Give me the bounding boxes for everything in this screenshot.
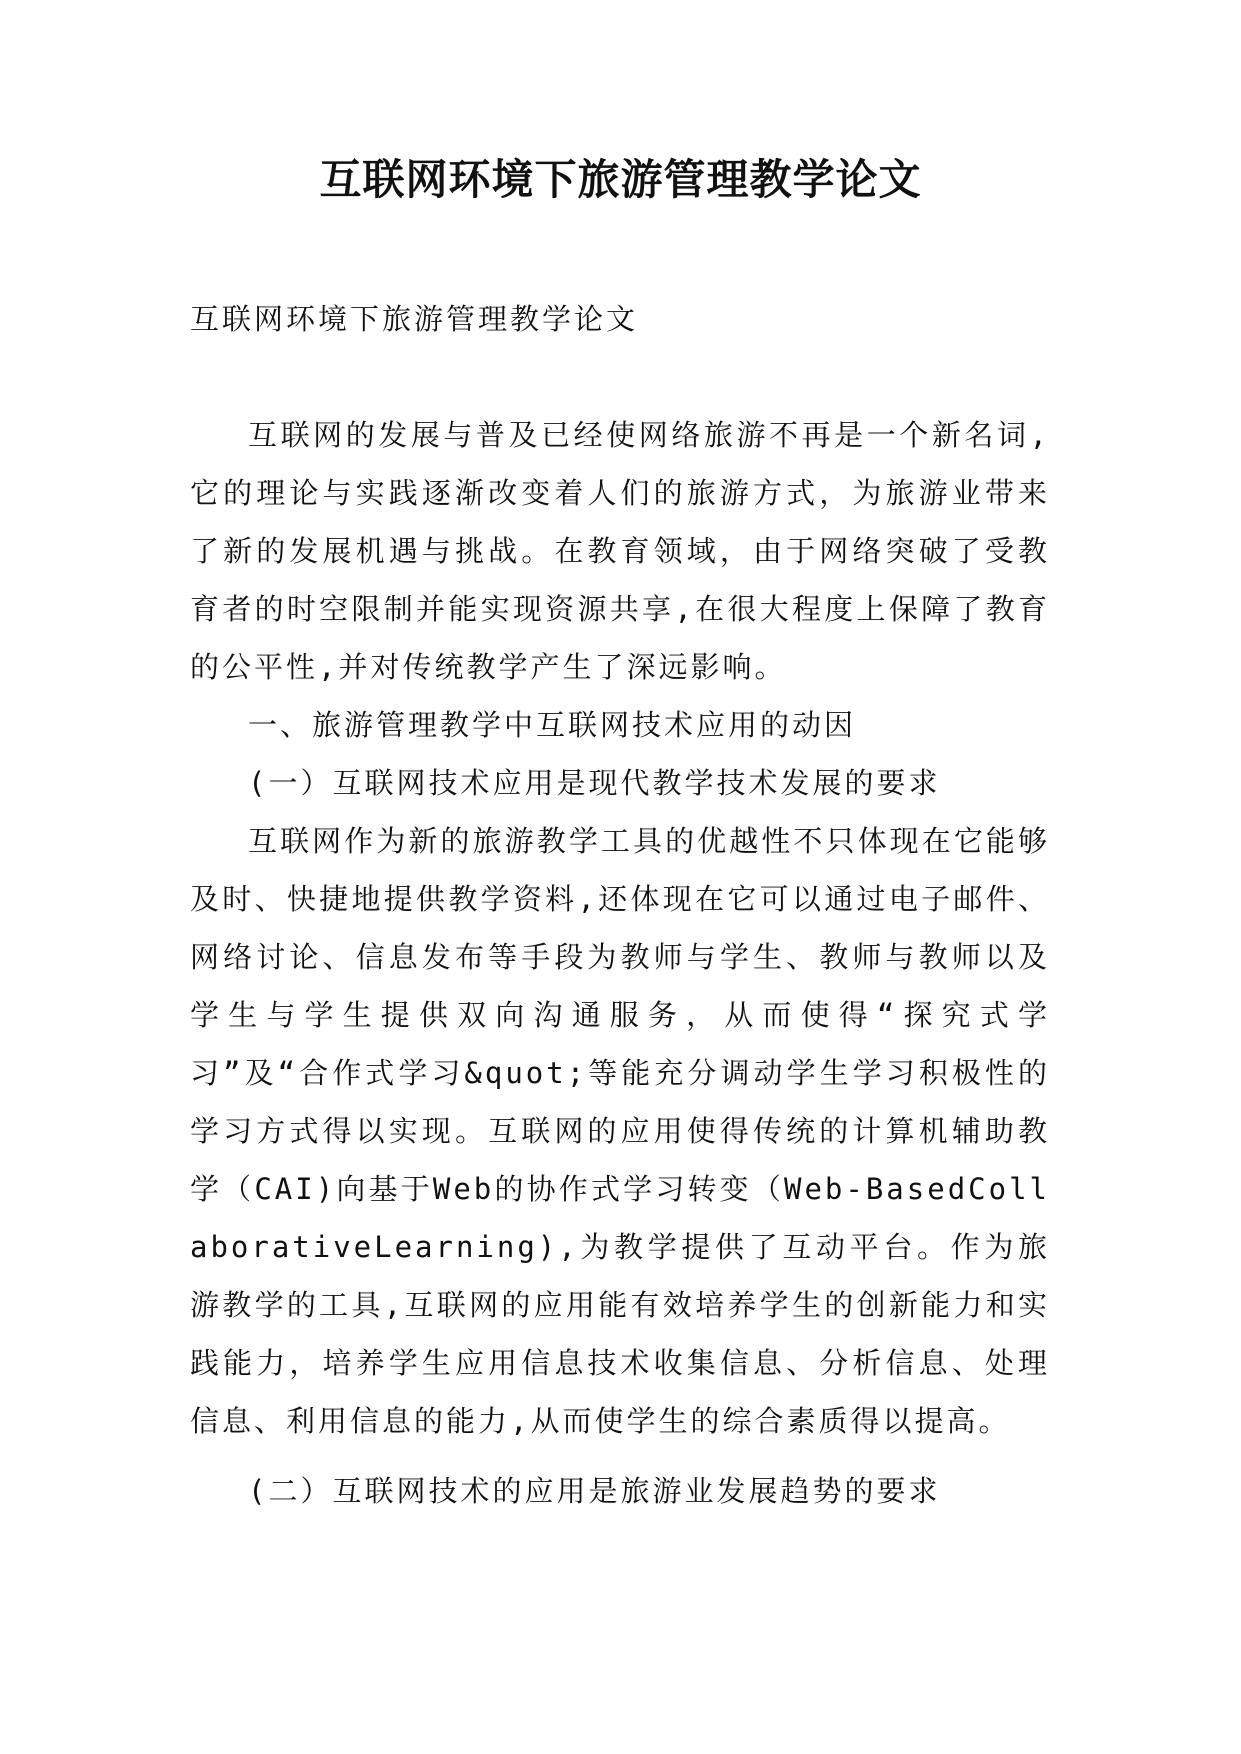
document-title: 互联网环境下旅游管理教学论文 [319,155,922,204]
paper-subtitle: 互联网环境下旅游管理教学论文 [190,302,639,336]
subsection-heading-1: (一）互联网技术应用是现代教学技术发展的要求 [248,766,941,800]
section-heading-1: 一、旅游管理教学中互联网技术应用的动因 [248,708,857,742]
subsection-heading-2: (二）互联网技术的应用是旅游业发展趋势的要求 [248,1474,941,1508]
body-paragraph: 互联网作为新的旅游教学工具的优越性不只体现在它能够及时、快捷地提供教学资料,还体现在它可以通过电子邮件、网络讨论、信息发布等手段为教师与学生、教师与教师以及学生与学生提供双向沟通服务，从而使得“探究式学习”及“合作式学习&quot;等能充分调动学生学习积极性的学习方式得以实现。互联网的应用使得传统的计算机辅助教学（CAI)向基于Web的协作式学习转变（Web-BasedCollaborativeLearning),为教学提供了互动平台。作为旅游教学的工具,互联网的应用能有效培养学生的创新能力和实践能力，培养学生应用信息技术收集信息、分析信息、处理信息、利用信息的能力,从而使学生的综合素质得以提高。 [190,824,1050,1438]
document-body [190,290,1050,1520]
intro-paragraph: 互联网的发展与普及已经使网络旅游不再是一个新名词,它的理论与实践逐渐改变着人们的旅游方式，为旅游业带来了新的发展机遇与挑战。在教育领域，由于网络突破了受教育者的时空限制并能实现资源共享,在很大程度上保障了教育的公平性,并对传统教学产生了深远影响。 [190,418,1050,684]
